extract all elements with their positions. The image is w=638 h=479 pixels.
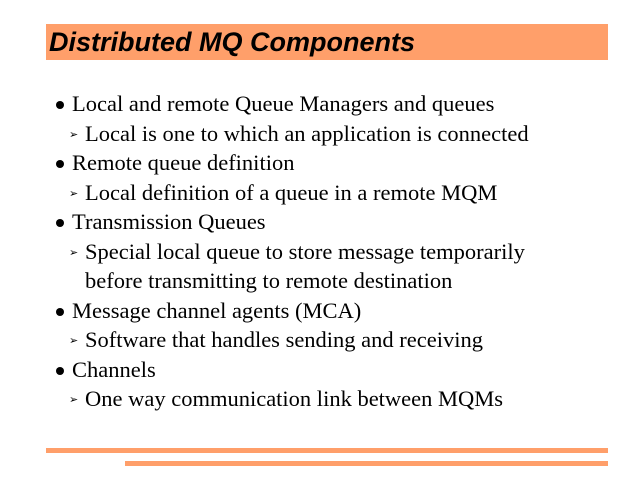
bullet-dot-icon: [56, 367, 64, 375]
slide-title: Distributed MQ Components: [49, 27, 415, 57]
sub-bullet-item: [56, 237, 626, 267]
arrowhead-right-icon: ➢: [69, 245, 79, 259]
footer-rule-bottom: [125, 461, 608, 466]
sub-bullet-text: Software that handles sending and receiving: [85, 327, 484, 352]
bullet-text: Channels: [72, 356, 156, 382]
bullet-text: Remote queue definition: [72, 150, 295, 175]
bullet-item: [56, 207, 626, 237]
sub-bullet-item: [56, 178, 626, 208]
sub-bullet-text: Local definition of a queue in a remote MQM: [85, 179, 498, 205]
bullet-item: [56, 89, 626, 119]
bullet-item: [56, 355, 626, 385]
sub-bullet-item: [56, 325, 626, 355]
sub-bullet-text: before transmitting to remote destination: [85, 268, 453, 293]
bullet-dot-icon: [56, 101, 64, 109]
footer-rule-top: [46, 448, 608, 453]
sub-bullet-item: [56, 384, 626, 414]
sub-bullet-item: [56, 119, 626, 149]
bullet-item: [56, 296, 626, 326]
bullet-item: [56, 148, 626, 178]
arrowhead-right-icon: ➢: [69, 186, 79, 200]
bullet-dot-icon: [56, 160, 64, 168]
arrowhead-right-icon: ➢: [69, 127, 79, 141]
bullet-text: Message channel agents (MCA): [72, 297, 362, 323]
bullet-dot-icon: [56, 219, 64, 227]
sub-bullet-continuation: [56, 266, 626, 296]
arrowhead-right-icon: ➢: [69, 334, 79, 347]
bullet-text: Local and remote Queue Managers and queues: [72, 91, 495, 116]
arrowhead-right-icon: ➢: [69, 393, 79, 406]
bullet-text: Transmission Queues: [72, 209, 266, 234]
bullet-dot-icon: [56, 308, 64, 316]
sub-bullet-text: Special local queue to store message temporarily: [85, 238, 525, 264]
bullet-list: [56, 89, 626, 414]
sub-bullet-text: One way communication link between MQMs: [85, 386, 504, 411]
title-bar: [46, 24, 608, 60]
sub-bullet-text: Local is one to which an application is connected: [85, 120, 529, 146]
